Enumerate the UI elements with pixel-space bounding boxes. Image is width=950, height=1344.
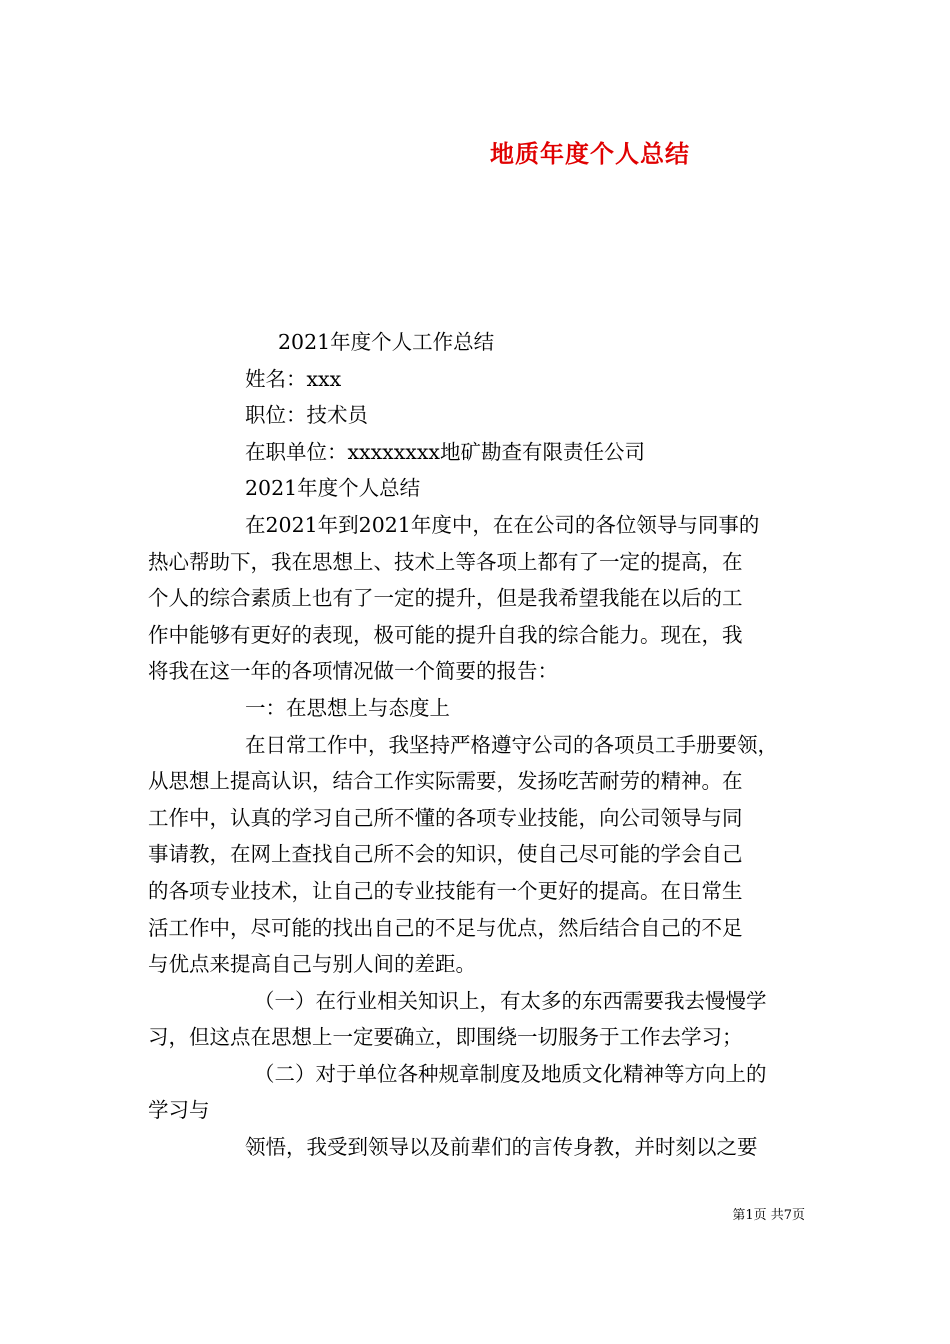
paragraph-line: 工作中，认真的学习自己所不懂的各项专业技能，向公司领导与同 [148,805,743,830]
document-body [148,324,812,1166]
paragraph-line: 与优点来提高自己与别人间的差距。 [148,952,476,977]
list-item-line: （二）对于单位各种规章制度及地质文化精神等方向上的 [254,1061,767,1086]
list-item-line: 学习与 [148,1098,210,1123]
employer-line: 在职单位：xxxxxxxx地矿勘查有限责任公司 [245,439,645,464]
paragraph-line: 活工作中，尽可能的找出自己的不足与优点，然后结合自己的不足 [148,915,743,940]
name-line: 姓名：xxx [245,366,342,391]
page-number: 第1页 共7页 [732,1208,805,1223]
list-item-line: 习，但这点在思想上一定要确立，即围绕一切服务于工作去学习； [148,1025,743,1050]
paragraph-line: 将我在这一年的各项情况做一个简要的报告： [148,659,558,684]
paragraph-line: 在日常工作中，我坚持严格遵守公司的各项员工手册要领， [245,732,778,757]
summary-heading-line: 2021年度个人总结 [245,476,421,501]
heading-line: 2021年度个人工作总结 [278,330,495,354]
document-title: 地质年度个人总结 [490,139,690,168]
paragraph-line: 领悟，我受到领导以及前辈们的言传身教，并时刻以之要 [245,1135,758,1160]
paragraph-line: 从思想上提高认识，结合工作实际需要，发扬吃苦耐劳的精神。在 [148,769,743,794]
paragraph-line: 事请教，在网上查找自己所不会的知识，使自己尽可能的学会自己 [148,842,743,867]
paragraph-line: 个人的综合素质上也有了一定的提升，但是我希望我能在以后的工 [148,586,743,611]
list-item-line: （一）在行业相关知识上，有太多的东西需要我去慢慢学 [254,988,767,1013]
position-line: 职位：技术员 [245,403,368,428]
paragraph-line: 热心帮助下，我在思想上、技术上等各项上都有了一定的提高，在 [148,549,743,574]
section-heading: 一：在思想上与态度上 [245,695,450,720]
paragraph-line: 的各项专业技术，让自己的专业技能有一个更好的提高。在日常生 [148,878,743,903]
paragraph-line: 在2021年到2021年度中，在在公司的各位领导与同事的 [245,512,760,537]
paragraph-line: 作中能够有更好的表现，极可能的提升自我的综合能力。现在，我 [148,622,743,647]
